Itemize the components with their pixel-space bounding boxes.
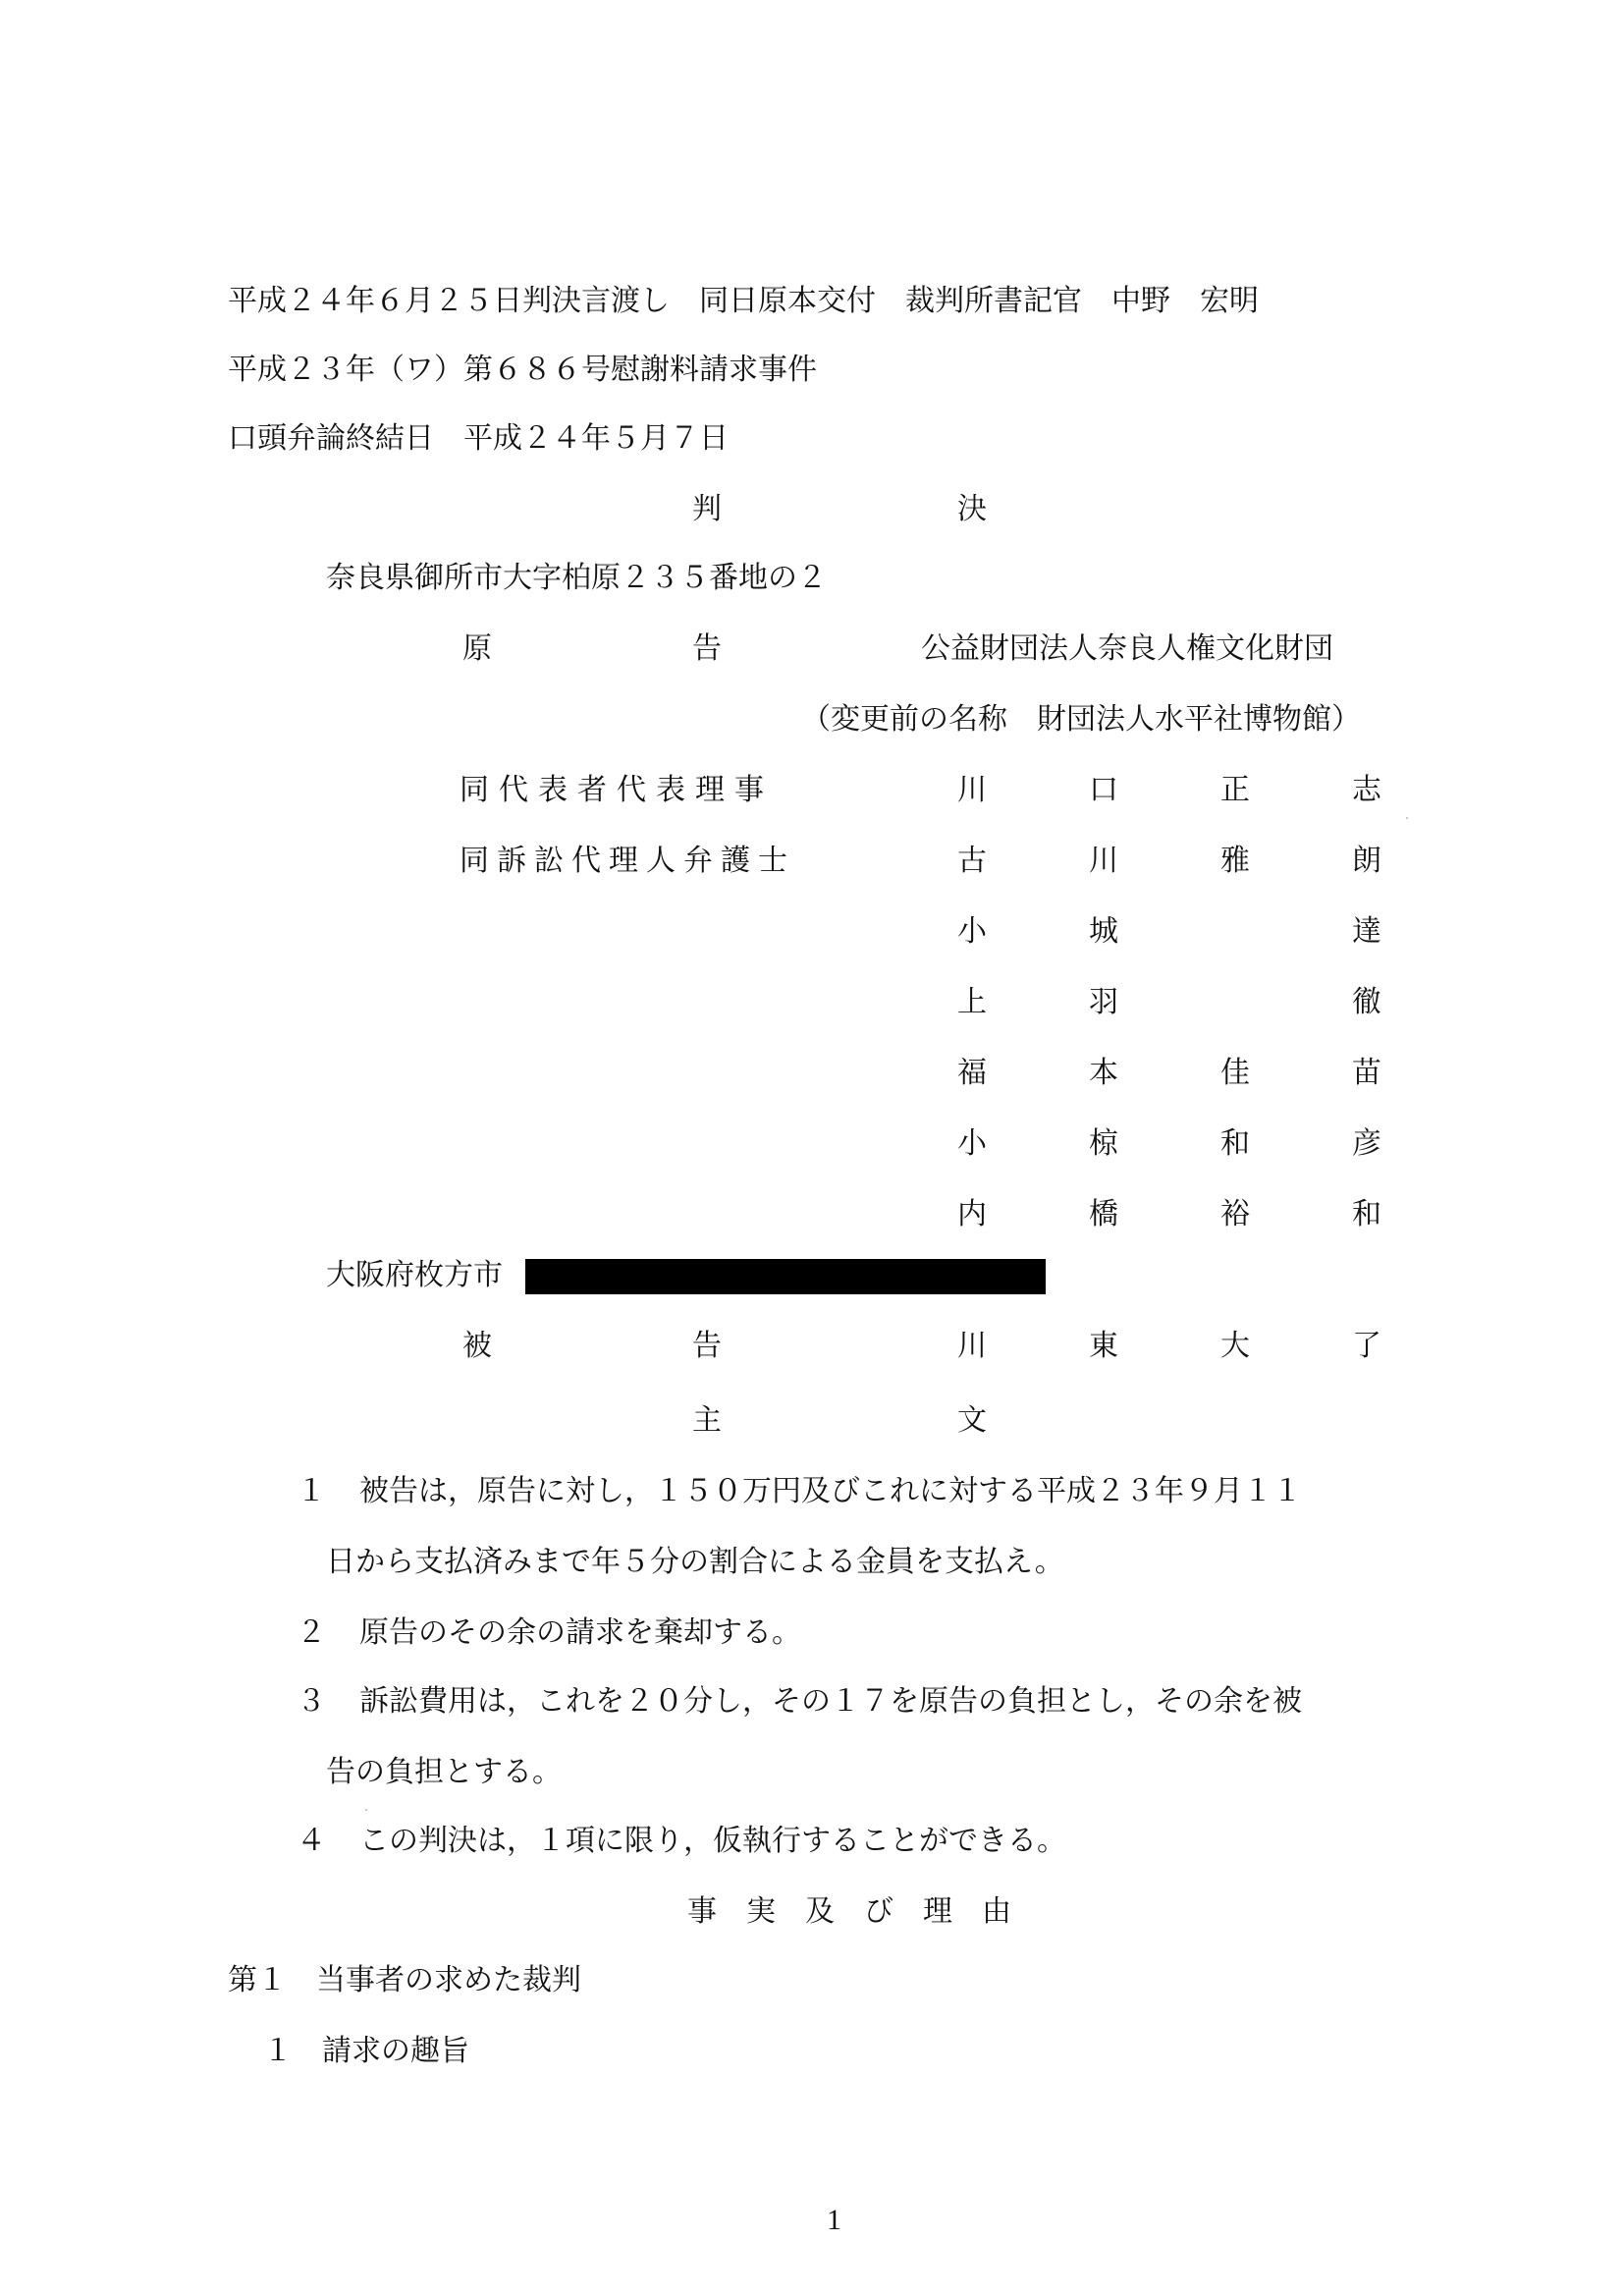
representative-label: 同代表者代表理事 xyxy=(460,773,774,807)
section-heading: 第１ 当事者の求めた裁判 xyxy=(228,1963,581,1997)
plaintiff-address: 奈良県御所市大字柏原２３５番地の２ xyxy=(326,561,827,595)
plaintiff-name: 公益財団法人奈良人権文化財団 xyxy=(921,631,1333,666)
defendant-label-left: 被 xyxy=(462,1329,492,1363)
attorney-name-char: 古 xyxy=(957,844,987,878)
attorney-name-char: 椋 xyxy=(1089,1126,1118,1161)
judgment-title-left: 判 xyxy=(692,492,722,526)
attorney-name-char: 橋 xyxy=(1089,1197,1118,1231)
plaintiff-label-left: 原 xyxy=(462,631,492,666)
attorney-name-char: 上 xyxy=(957,985,987,1019)
header-line-1: 平成２４年６月２５日判決言渡し 同日原本交付 裁判所書記官 中野 宏明 xyxy=(228,284,1259,318)
main-item-text: 訴訟費用は，これを２０分し，その１７を原告の負担とし，その余を被 xyxy=(359,1684,1302,1719)
representative-name-char: 口 xyxy=(1089,773,1118,807)
facts-and-reasons-heading: 事 実 及 び 理 由 xyxy=(687,1894,1011,1929)
defendant-name-char: 東 xyxy=(1089,1329,1118,1363)
header-line-2: 平成２３年（ワ）第６８６号慰謝料請求事件 xyxy=(228,353,817,387)
attorney-name-char: 苗 xyxy=(1352,1056,1381,1090)
main-item-number: １ xyxy=(297,1474,326,1508)
defendant-name-char: 大 xyxy=(1220,1329,1250,1363)
attorney-name-char: 和 xyxy=(1352,1197,1381,1231)
attorney-name-char: 彦 xyxy=(1352,1126,1381,1161)
attorney-name-char: 佳 xyxy=(1220,1056,1250,1090)
main-item-number: ２ xyxy=(297,1615,326,1650)
attorney-name-char: 羽 xyxy=(1089,985,1118,1019)
attorney-name-char: 裕 xyxy=(1220,1197,1250,1231)
attorney-name-char: 川 xyxy=(1089,844,1118,878)
attorney-name-char: 朗 xyxy=(1352,844,1381,878)
attorney-name-char: 小 xyxy=(957,914,987,949)
representative-name-char: 志 xyxy=(1352,773,1381,807)
attorney-name-char: 徹 xyxy=(1352,985,1381,1019)
attorney-name-char: 福 xyxy=(957,1056,987,1090)
attorney-name-char: 達 xyxy=(1352,914,1381,949)
defendant-address: 大阪府枚方市 xyxy=(326,1258,503,1292)
plaintiff-label-right: 告 xyxy=(692,631,722,666)
scan-speck xyxy=(1406,817,1408,819)
main-text-heading-right: 文 xyxy=(957,1403,987,1438)
redaction-bar xyxy=(525,1259,1046,1294)
main-item-number: ３ xyxy=(297,1684,326,1719)
main-item-text: この判決は，１項に限り，仮執行することができる。 xyxy=(359,1824,1066,1858)
plaintiff-former-name: （変更前の名称 財団法人水平社博物館） xyxy=(801,702,1361,737)
scan-speck xyxy=(365,1809,367,1811)
attorney-name-char: 本 xyxy=(1089,1056,1118,1090)
defendant-name-char: 川 xyxy=(957,1329,987,1363)
attorneys-label: 同訴訟代理人弁護士 xyxy=(460,844,795,878)
main-text-heading-left: 主 xyxy=(692,1403,722,1438)
main-item-text: 被告は，原告に対し，１５０万円及びこれに対する平成２３年９月１１ xyxy=(359,1474,1302,1508)
defendant-label-right: 告 xyxy=(692,1329,722,1363)
representative-name-char: 川 xyxy=(957,773,987,807)
attorney-name-char: 雅 xyxy=(1220,844,1250,878)
representative-name-char: 正 xyxy=(1220,773,1250,807)
attorney-name-char: 内 xyxy=(957,1197,987,1231)
judgment-title-right: 決 xyxy=(957,492,987,526)
subsection-heading: １ 請求の趣旨 xyxy=(263,2034,469,2068)
attorney-name-char: 和 xyxy=(1220,1126,1250,1161)
attorney-name-char: 小 xyxy=(957,1126,987,1161)
page-number: 1 xyxy=(827,2204,841,2236)
main-item-continuation: 日から支払済みまで年５分の割合による金員を支払え。 xyxy=(326,1545,1064,1579)
defendant-name-char: 了 xyxy=(1352,1329,1381,1363)
main-item-number: ４ xyxy=(297,1824,326,1858)
header-line-3: 口頭弁論終結日 平成２４年５月７日 xyxy=(228,421,729,456)
attorney-name-char: 城 xyxy=(1089,914,1118,949)
main-item-continuation: 告の負担とする。 xyxy=(326,1755,562,1789)
main-item-text: 原告のその余の請求を棄却する。 xyxy=(359,1615,801,1650)
